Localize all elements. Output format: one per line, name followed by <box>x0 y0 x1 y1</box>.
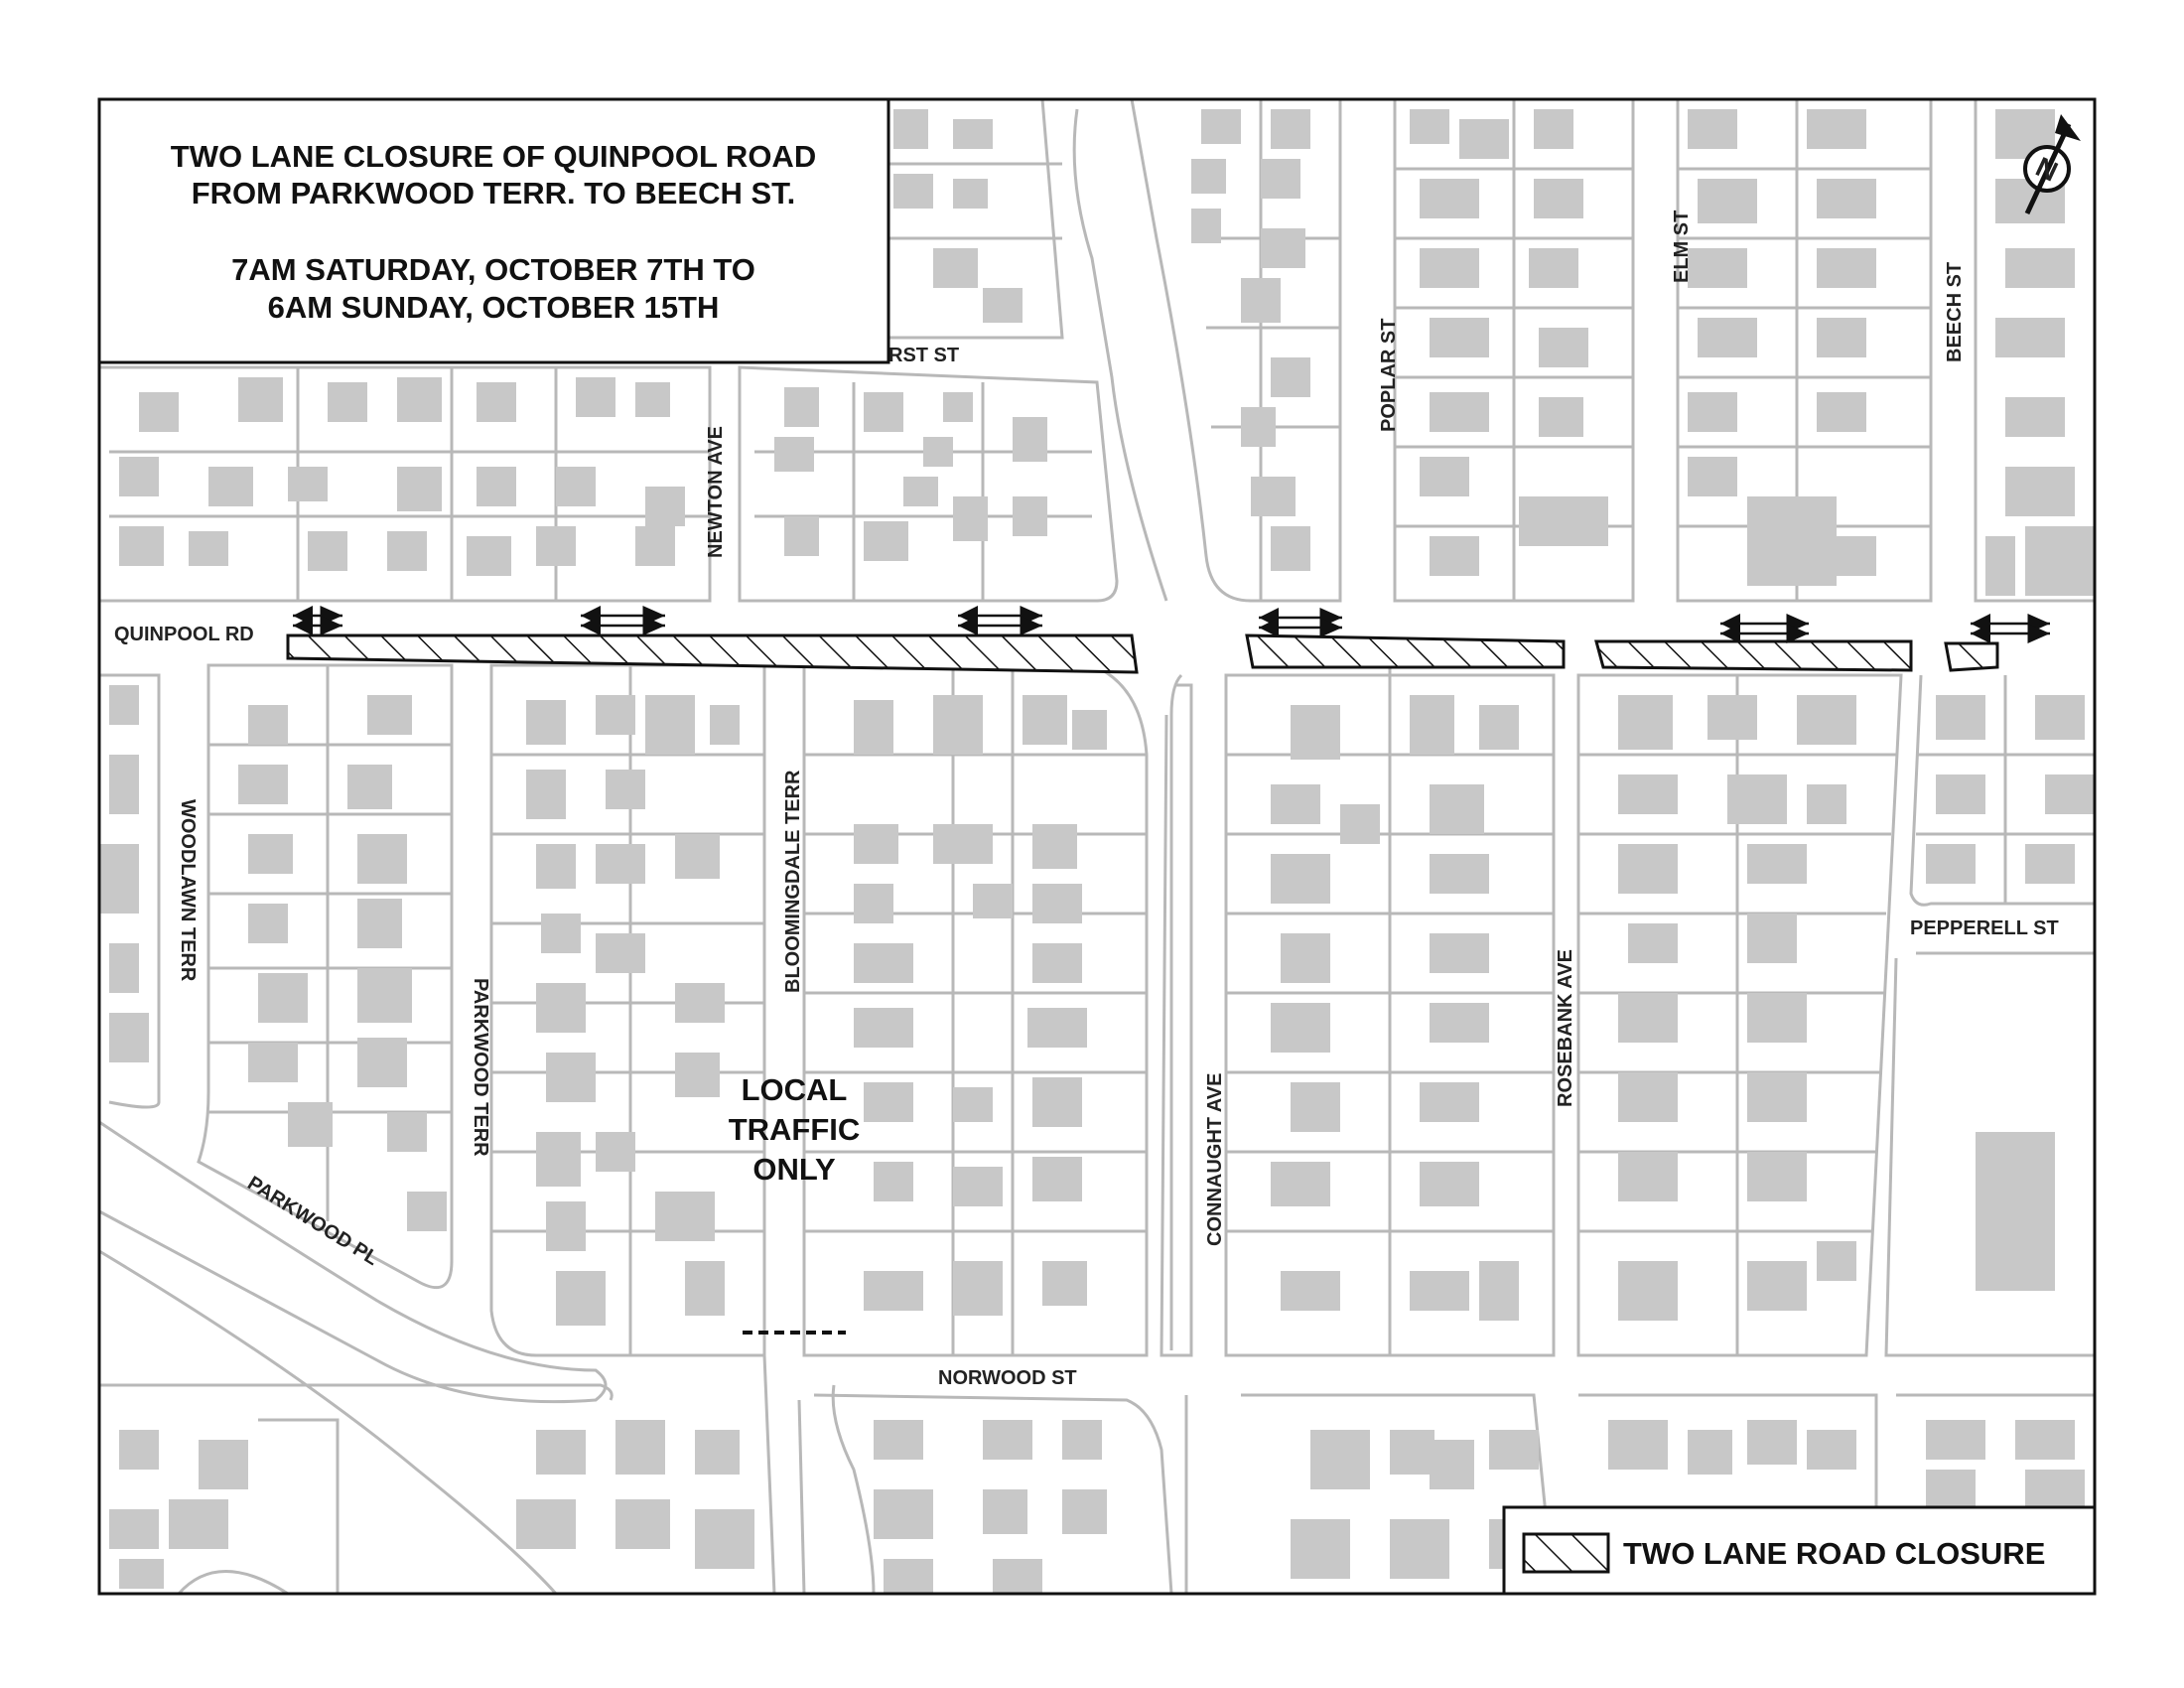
street-label-connaught: CONNAUGHT AVE <box>1204 1072 1226 1246</box>
title-line-4: 6AM SUNDAY, OCTOBER 15TH <box>267 290 720 325</box>
street-label-woodlawn: WOODLAWN TERR <box>177 799 199 982</box>
legend-label: TWO LANE ROAD CLOSURE <box>1623 1536 2046 1571</box>
street-label-norwood: NORWOOD ST <box>938 1367 1077 1389</box>
title-line-1: TWO LANE CLOSURE OF QUINPOOL ROAD <box>170 139 817 174</box>
street-label-elm: ELM ST <box>1671 210 1693 283</box>
title-line-3: 7AM SATURDAY, OCTOBER 7TH TO <box>231 252 755 287</box>
street-label-parkwood-pl: PARKWOOD PL <box>243 1172 382 1271</box>
street-label-hurst: RST ST <box>888 345 960 366</box>
street-label-beech: BEECH ST <box>1944 261 1966 362</box>
svg-text:N: N <box>2031 151 2063 188</box>
street-label-poplar: POPLAR ST <box>1378 318 1400 432</box>
street-label-bloomingdale: BLOOMINGDALE TERR <box>782 770 804 993</box>
title-line-2: FROM PARKWOOD TERR. TO BEECH ST. <box>191 176 796 211</box>
street-label-parkwood-terr: PARKWOOD TERR <box>470 978 491 1157</box>
legend-hatch-swatch <box>1524 1534 1608 1572</box>
svg-text:TRAFFIC: TRAFFIC <box>728 1112 861 1147</box>
street-label-pepperell: PEPPERELL ST <box>1910 917 2059 939</box>
closure-segment-connaught-to-rosebank <box>1247 635 1564 667</box>
svg-text:LOCAL: LOCAL <box>741 1072 848 1107</box>
closure-segment-rosebank-to-elm <box>1596 641 1911 670</box>
street-label-newton: NEWTON AVE <box>705 426 727 558</box>
svg-text:ONLY: ONLY <box>752 1152 836 1187</box>
legend <box>1504 1507 2095 1594</box>
closure-segment-beech <box>1946 643 1997 670</box>
street-label-rosebank: ROSEBANK AVE <box>1555 949 1576 1107</box>
street-label-quinpool: QUINPOOL RD <box>114 624 254 645</box>
title-box <box>99 99 888 362</box>
